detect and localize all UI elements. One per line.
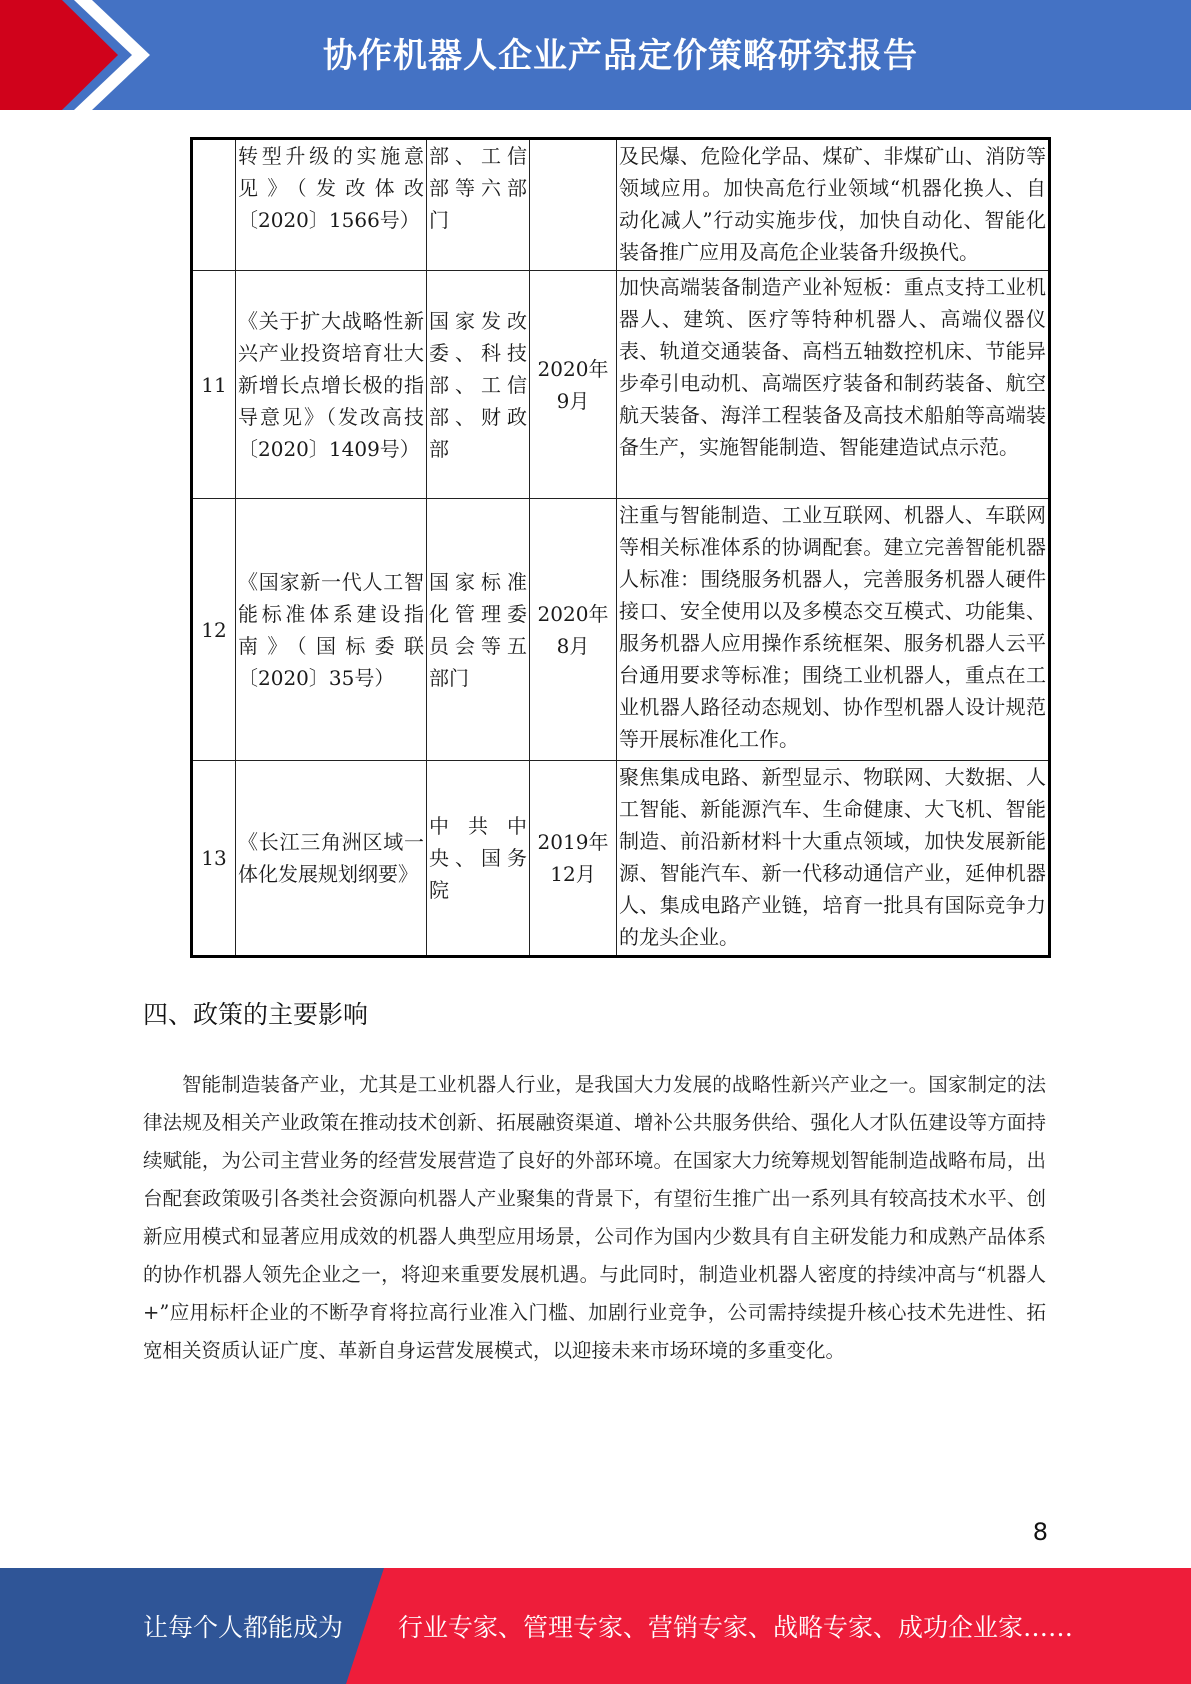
issue-date: 2020年9月: [530, 271, 617, 499]
issuing-department: 部、工信部等六部门: [427, 139, 530, 271]
footer-slogan-right: 行业专家、管理专家、营销专家、战略专家、成功企业家……: [398, 1613, 1074, 1642]
policy-name: 《长江三角洲区域一体化发展规划纲要》: [236, 761, 427, 957]
footer-slogan-left: 让每个人都能成为: [143, 1613, 344, 1642]
table-row: [192, 499, 1050, 761]
red-chevron-decoration: [0, 0, 160, 110]
row-number: 13: [192, 761, 236, 957]
issuing-department: 国家发改委、科技部、工信部、财政部: [427, 271, 530, 499]
policy-content: 聚焦集成电路、新型显示、物联网、大数据、人工智能、新能源汽车、生命健康、大飞机、智能制造、前沿新材料十大重点领域，加快发展新能源、智能汽车、新一代移动通信产业，延伸机器人、集成电路产业链，培育一批具有国际竞争力的龙头企业。: [617, 761, 1050, 957]
policy-content: 加快高端装备制造产业补短板：重点支持工业机器人、建筑、医疗等特种机器人、高端仪器仪表、轨道交通装备、高档五轴数控机床、节能异步牵引电动机、高端医疗装备和制药装备、航空航天装备、海洋工程装备及高技术船舶等高端装备生产，实施智能制造、智能建造试点示范。: [617, 271, 1050, 499]
policy-table: [190, 137, 1051, 958]
policy-name: 《关于扩大战略性新兴产业投资培育壮大新增长点增长极的指导意见》（发改高技〔2020〕1409号）: [236, 271, 427, 499]
issue-date: 2019年12月: [530, 761, 617, 957]
table-row: [192, 271, 1050, 499]
issuing-department: 国家标准化管理委员会等五部门: [427, 499, 530, 761]
section-paragraph: 智能制造装备产业，尤其是工业机器人行业，是我国大力发展的战略性新兴产业之一。国家制定的法律法规及相关产业政策在推动技术创新、拓展融资渠道、增补公共服务供给、强化人才队伍建设等方面持续赋能，为公司主营业务的经营发展营造了良好的外部环境。在国家大力统筹规划智能制造战略布局，出台配套政策吸引各类社会资源向机器人产业聚集的背景下，有望衍生推广出一系列具有较高技术水平、创新应用模式和显著应用成效的机器人典型应用场景，公司作为国内少数具有自主研发能力和成熟产品体系的协作机器人领先企业之一，将迎来重要发展机遇。与此同时，制造业机器人密度的持续冲高与“机器人+”应用标杆企业的不断孕育将拉高行业准入门槛、加剧行业竞争，公司需持续提升核心技术先进性、拓宽相关资质认证广度、革新自身运营发展模式，以迎接未来市场环境的多重变化。: [143, 1073, 1046, 1362]
section-heading: 四、政策的主要影响: [143, 1000, 369, 1029]
report-title: 协作机器人企业产品定价策略研究报告: [323, 35, 918, 76]
row-number: 11: [192, 271, 236, 499]
page-number: 8: [1032, 1518, 1048, 1546]
page-header: [0, 0, 1191, 110]
policy-name: 转型升级的实施意见》（发改体改〔2020〕1566号）: [236, 139, 427, 271]
issue-date: [530, 139, 617, 271]
table-row: [192, 761, 1050, 957]
row-number: [192, 139, 236, 271]
row-number: 12: [192, 499, 236, 761]
issue-date: 2020年8月: [530, 499, 617, 761]
page-footer: [0, 1568, 1191, 1684]
policy-content: 及民爆、危险化学品、煤矿、非煤矿山、消防等领域应用。加快高危行业领域“机器化换人、自动化减人”行动实施步伐，加快自动化、智能化装备推广应用及高危企业装备升级换代。: [617, 139, 1050, 271]
policy-content: 注重与智能制造、工业互联网、机器人、车联网等相关标准体系的协调配套。建立完善智能机器人标准：围绕服务机器人，完善服务机器人硬件接口、安全使用以及多模态交互模式、功能集、服务机器人应用操作系统框架、服务机器人云平台通用要求等标准；围绕工业机器人，重点在工业机器人路径动态规划、协作型机器人设计规范等开展标准化工作。: [617, 499, 1050, 761]
issuing-department: 中共中央、国务院: [427, 761, 530, 957]
policy-name: 《国家新一代人工智能标准体系建设指南》（国标委联〔2020〕35号）: [236, 499, 427, 761]
table-row: [192, 139, 1050, 271]
